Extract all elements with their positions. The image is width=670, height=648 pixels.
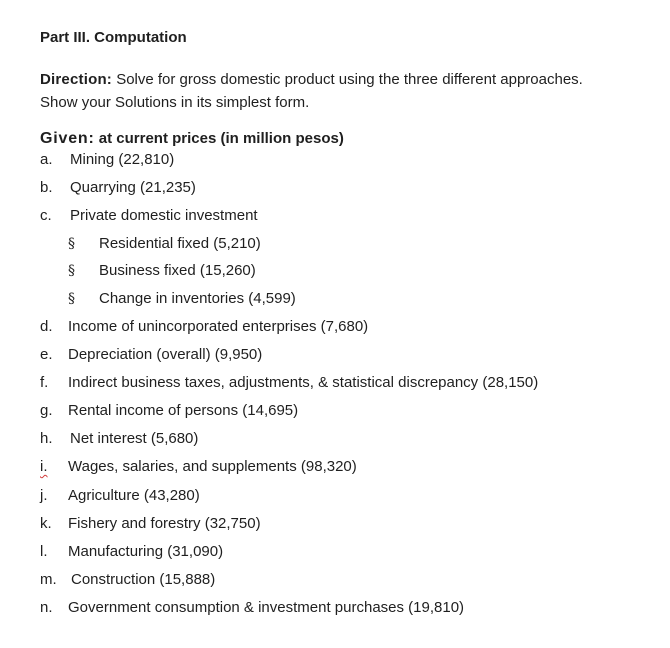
part-title: Part III. Computation	[40, 29, 187, 46]
list-marker: b.	[40, 179, 53, 196]
list-item-text: Mining (22,810)	[70, 151, 175, 168]
section-bullet-icon: §	[68, 263, 75, 279]
list-item-text: Private domestic investment	[70, 207, 258, 224]
list-marker: c.	[40, 207, 52, 224]
list-item-text: Indirect business taxes, adjustments, & statistical discrepancy (28,150)	[68, 374, 539, 391]
list-marker: k.	[40, 515, 52, 532]
direction-text-1: Solve for gross domestic product using the three different approaches.	[116, 71, 583, 88]
list-item-text: Rental income of persons (14,695)	[68, 402, 299, 419]
list-marker: a.	[40, 151, 53, 168]
section-bullet-icon: §	[68, 291, 75, 307]
direction-paragraph	[40, 68, 583, 114]
list-item-text: Quarrying (21,235)	[70, 179, 196, 196]
direction-line-1	[40, 68, 583, 91]
list-item-text: Income of unincorporated enterprises (7,680)	[68, 318, 369, 335]
list-marker: l.	[40, 543, 48, 560]
list-marker: f.	[40, 374, 49, 391]
list-item-text: Fishery and forestry (32,750)	[68, 515, 261, 532]
list-marker: m.	[40, 571, 57, 588]
sub-item-text: Residential fixed (5,210)	[99, 235, 261, 252]
list-marker: g.	[40, 402, 53, 419]
list-item-text: Construction (15,888)	[71, 571, 216, 588]
list-item-text: Government consumption & investment purchases (19,810)	[68, 599, 465, 616]
direction-text-2: Show your Solutions in its simplest form.	[40, 94, 310, 111]
direction-label: Direction:	[40, 71, 113, 88]
list-marker: i.	[40, 458, 48, 475]
list-marker: e.	[40, 346, 53, 363]
list-item-text: Wages, salaries, and supplements (98,320)	[68, 458, 357, 475]
sub-item-text: Change in inventories (4,599)	[99, 290, 296, 307]
sub-item-text: Business fixed (15,260)	[99, 262, 256, 279]
given-label: Given:	[40, 130, 95, 147]
list-marker: n.	[40, 599, 53, 616]
section-bullet-icon: §	[68, 236, 75, 252]
given-heading	[40, 130, 344, 148]
list-item-text: Net interest (5,680)	[70, 430, 199, 447]
list-marker: d.	[40, 318, 53, 335]
list-item-text: Depreciation (overall) (9,950)	[68, 346, 263, 363]
list-marker: j.	[40, 487, 48, 504]
list-marker: h.	[40, 430, 53, 447]
given-text: at current prices (in million pesos)	[98, 130, 344, 147]
list-item-text: Agriculture (43,280)	[68, 487, 200, 504]
list-item-text: Manufacturing (31,090)	[68, 543, 224, 560]
